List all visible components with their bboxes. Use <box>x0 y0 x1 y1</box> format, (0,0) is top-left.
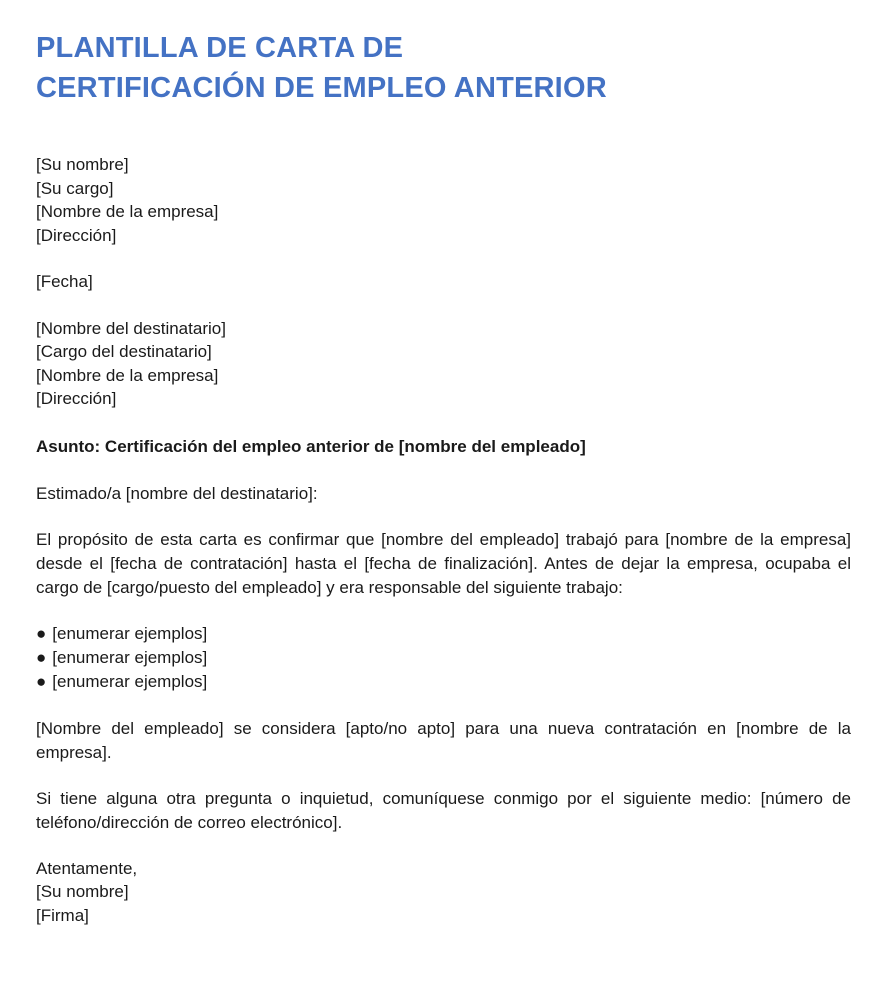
closing-block <box>36 857 856 928</box>
bullet-icon: ● <box>36 671 47 691</box>
recipient-name: [Nombre del destinatario] <box>36 318 226 338</box>
recipient-company: [Nombre de la empresa] <box>36 365 219 385</box>
page-title <box>36 28 856 108</box>
date-block <box>36 270 856 294</box>
subject-line: Asunto: Certificación del empleo anterior de [nombre del empleado] <box>36 436 586 456</box>
list-item: ● [enumerar ejemplos] <box>36 647 208 667</box>
title-line-1: PLANTILLA DE CARTA DE <box>36 32 404 64</box>
body-paragraph-2: [Nombre del empleado] se considera [apto/no apto] para una nueva contratación en [nombre de la empresa]. <box>36 718 851 762</box>
sender-company: [Nombre de la empresa] <box>36 202 219 221</box>
salutation: Estimado/a [nombre del destinatario]: <box>36 484 318 503</box>
body-paragraph-3: Si tiene alguna otra pregunta o inquietud, comuníquese conmigo por el siguiente medio: [número de teléfono/dirección de correo electrónico]. <box>36 788 851 832</box>
sender-position: [Su cargo] <box>36 178 114 198</box>
closing-signoff: Atentamente, <box>36 858 138 878</box>
sender-block <box>36 153 856 247</box>
body-paragraph-1: El propósito de esta carta es confirmar que [nombre del empleado] trabajó para [nombre de la empresa] desde el [fecha de contratación] hasta el [fecha de finalización]. Antes de dejar la empresa, ocupaba el cargo de [cargo/puesto del empleado] y era responsable del siguiente trabajo: <box>36 529 851 597</box>
recipient-address: [Dirección] <box>36 389 117 408</box>
list-item: ● [enumerar ejemplos] <box>36 671 208 691</box>
list-item: ● [enumerar ejemplos] <box>36 623 208 643</box>
bullet-icon: ● <box>36 623 47 643</box>
closing-signature: [Firma] <box>36 905 89 925</box>
letter-document <box>36 28 856 927</box>
recipient-block <box>36 317 856 411</box>
sender-name: [Su nombre] <box>36 155 129 174</box>
title-line-2: CERTIFICACIÓN DE EMPLEO ANTERIOR <box>36 72 607 104</box>
letter-date: [Fecha] <box>36 272 93 291</box>
closing-name: [Su nombre] <box>36 882 129 901</box>
examples-list <box>36 622 856 694</box>
recipient-position: [Cargo del destinatario] <box>36 342 212 361</box>
bullet-icon: ● <box>36 647 47 667</box>
sender-address: [Dirección] <box>36 225 117 245</box>
